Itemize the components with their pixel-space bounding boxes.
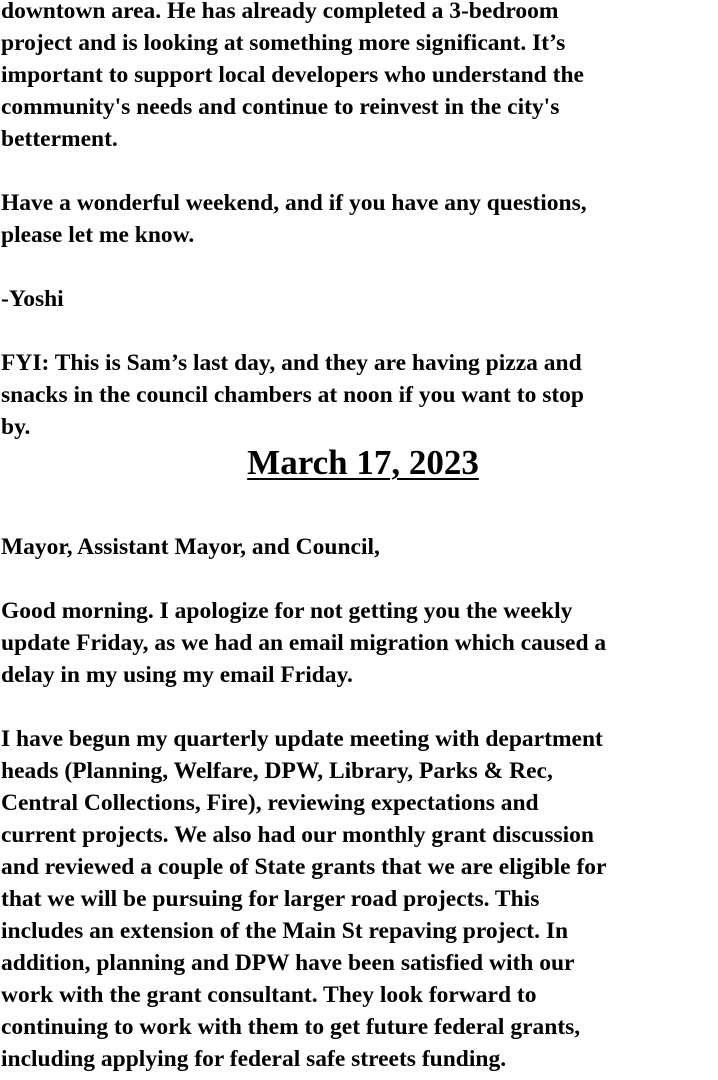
paragraph-spacer (1, 691, 717, 723)
salutation: Mayor, Assistant Mayor, and Council, (1, 534, 380, 560)
text-line: update Friday, as we had an email migration which caused a (1, 630, 607, 656)
document-page (1, 0, 717, 1075)
text-line: that we will be pursuing for larger road projects. This (1, 886, 540, 912)
text-line: I have begun my quarterly update meeting with department (1, 726, 603, 752)
text-line: Good morning. I apologize for not getting you the weekly (1, 598, 573, 624)
text-line: continuing to work with them to get future federal grants, (1, 1014, 581, 1040)
paragraph-quarterly-update (1, 723, 717, 1075)
text-line: including applying for federal safe streets funding. (1, 1046, 507, 1072)
text-line: Central Collections, Fire), reviewing expectations and (1, 790, 539, 816)
text-line: by. (1, 414, 31, 440)
text-line: Have a wonderful weekend, and if you have any questions, (1, 190, 587, 216)
text-line: please let me know. (1, 222, 195, 248)
paragraph-apology (1, 595, 717, 691)
text-line: heads (Planning, Welfare, DPW, Library, Parks & Rec, (1, 758, 553, 784)
paragraph-fyi-note (1, 347, 717, 443)
date-heading: March 17, 2023 (247, 443, 479, 482)
text-line: and reviewed a couple of State grants that we are eligible for (1, 854, 607, 880)
text-line: betterment. (1, 126, 118, 152)
text-line: FYI: This is Sam’s last day, and they are having pizza and (1, 350, 582, 376)
text-line: current projects. We also had our monthly grant discussion (1, 822, 594, 848)
paragraph-spacer (1, 563, 717, 595)
text-line: downtown area. He has already completed a 3-bedroom (1, 0, 559, 24)
paragraph-spacer (1, 315, 717, 347)
text-line: addition, planning and DPW have been satisfied with our (1, 950, 575, 976)
text-line: delay in my using my email Friday. (1, 662, 353, 688)
text-line: important to support local developers who understand the (1, 62, 584, 88)
text-line: work with the grant consultant. They look forward to (1, 982, 537, 1008)
paragraph-weekend-wishes (1, 187, 717, 251)
text-line: project and is looking at something more significant. It’s (1, 30, 566, 56)
text-line: includes an extension of the Main St repaving project. In (1, 918, 569, 944)
text-line: snacks in the council chambers at noon if you want to stop (1, 382, 584, 408)
paragraph-spacer (1, 155, 717, 187)
paragraph-developer-support (1, 0, 717, 155)
signature: -Yoshi (1, 286, 64, 312)
paragraph-spacer (1, 251, 717, 283)
text-line: community's needs and continue to reinvest in the city's (1, 94, 560, 120)
